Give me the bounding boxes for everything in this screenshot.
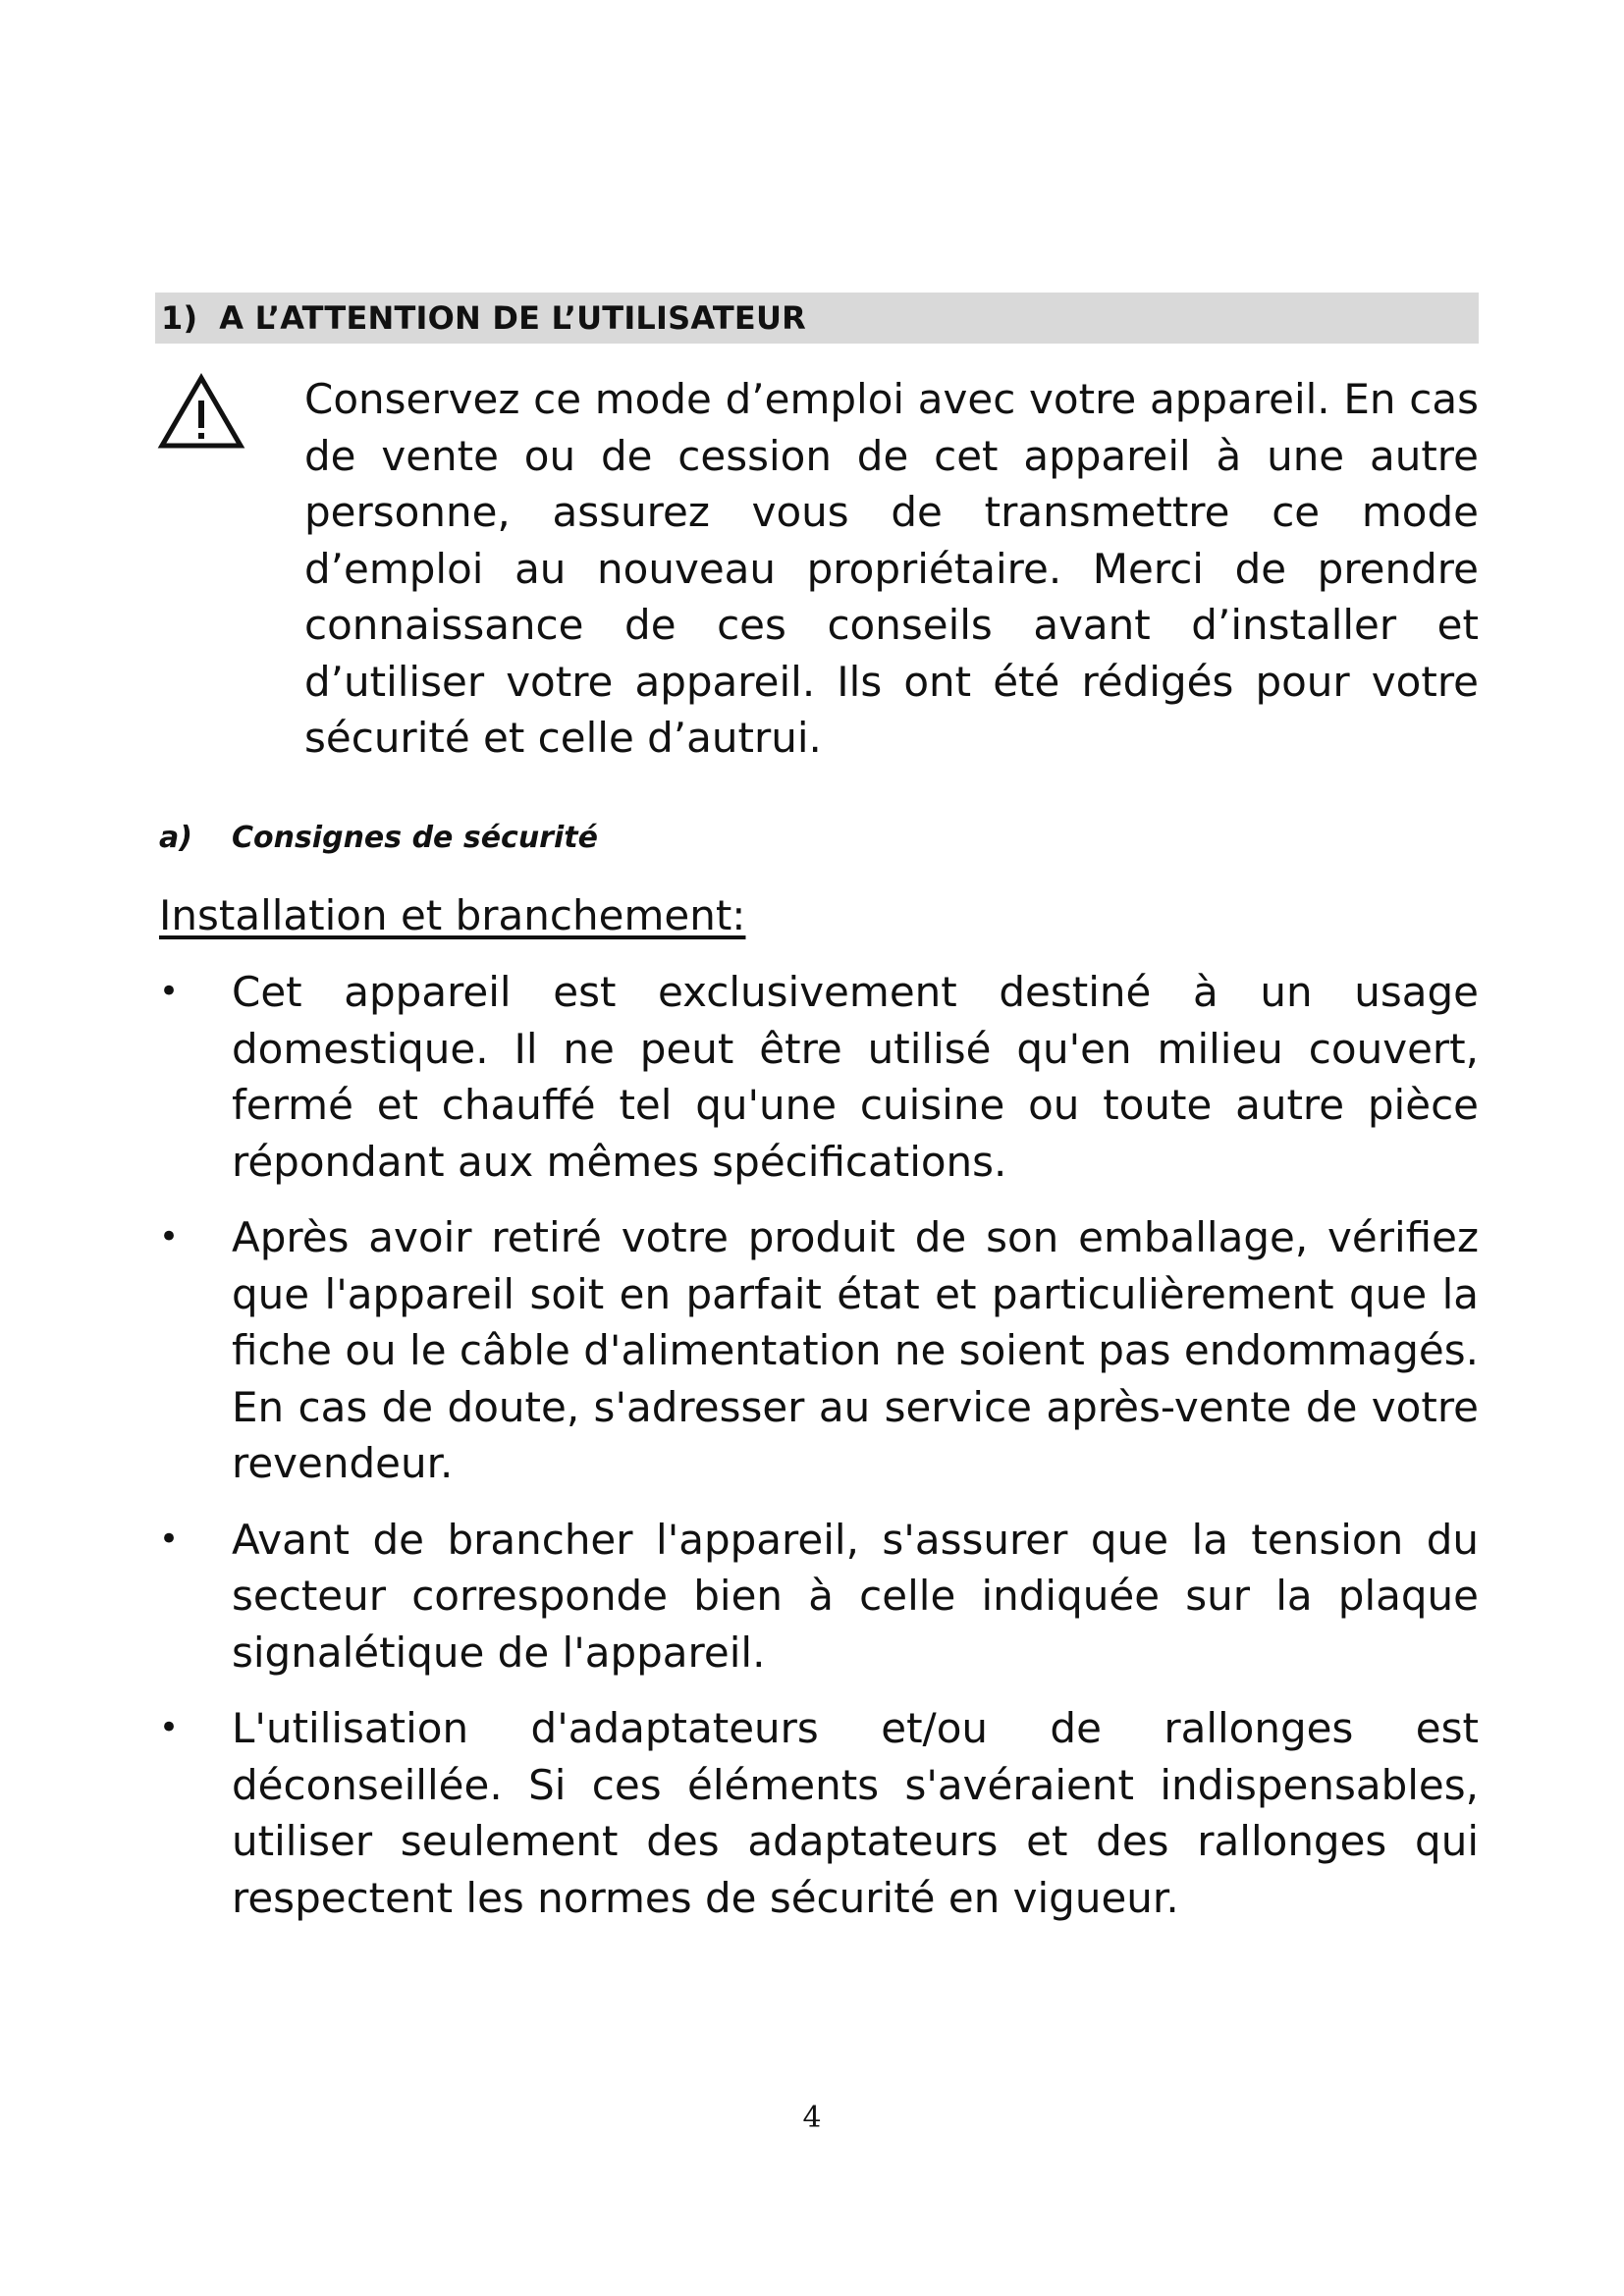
list-item [157,1700,1479,1926]
subsection-letter: a) [159,821,192,855]
warning-triangle-icon [157,373,245,452]
page-number: 4 [802,2101,822,2135]
list-item-text: Après avoir retiré votre produit de son emballage, vérifiez que l'appareil soit en parfait état et particulièrement que la fiche ou le câble d'alimentation ne soient pas endommagés. En cas de doute, s'adresser au service après-vente de votre revendeur. [232,1213,1479,1487]
bullet-icon: • [159,972,180,1011]
safety-rules-list [157,964,1479,1946]
bullet-icon: • [159,1519,180,1559]
subsection-title: Consignes de sécurité [231,821,598,855]
list-item [157,964,1479,1190]
list-item-text: L'utilisation d'adaptateurs et/ou de rallonges est déconseillée. Si ces éléments s'avéraient indispensables, utiliser seulement des adaptateurs et des rallonges qui respectent les normes de sécurité en vigueur. [232,1704,1479,1922]
intro-paragraph: Conservez ce mode d’emploi avec votre appareil. En cas de vente ou de cession de cet appareil à une autre personne, assurez vous de transmettre ce mode d’emploi au nouveau propriétaire. Merci de prendre connaissance de ces conseils avant d’installer et d’utiliser votre appareil. Ils ont été rédigés pour votre sécurité et celle d’autrui. [304,375,1479,762]
installation-heading: Installation et branchement: [159,891,746,939]
list-item-text: Avant de brancher l'appareil, s'assurer que la tension du secteur corresponde bien à celle indiquée sur la plaque signalétique de l'appareil. [232,1515,1479,1677]
section-title: A L’ATTENTION DE L’UTILISATEUR [219,299,806,337]
subsection-heading [159,821,598,855]
section-number: 1) [161,299,198,337]
bullet-icon: • [159,1708,180,1747]
bullet-icon: • [159,1217,180,1256]
list-item [157,1512,1479,1682]
list-item-text: Cet appareil est exclusivement destiné à un usage domestique. Il ne peut être utilisé qu'en milieu couvert, fermé et chauffé tel qu'une cuisine ou toute autre pièce répondant aux mêmes spécifications. [232,968,1479,1186]
list-item [157,1209,1479,1492]
section-heading [155,293,1479,344]
